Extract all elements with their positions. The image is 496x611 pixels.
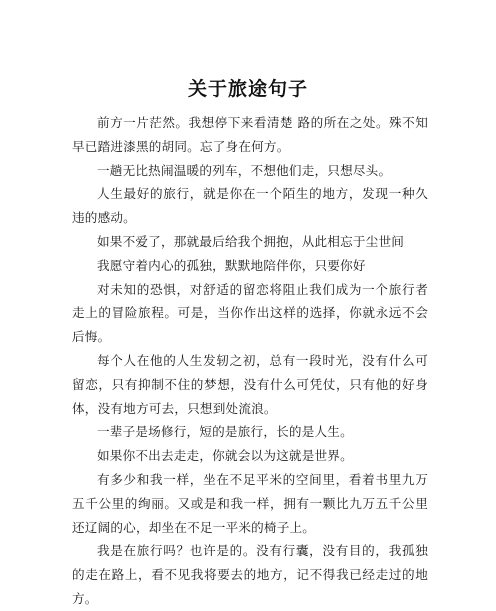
paragraph: 有多少和我一样，坐在不足平米的空间里，看着书里九万五千公里的绚丽。又或是和我一样，拥有一颗比九万五千公里还辽阔的心，却坐在不足一平米的椅子上。 [72,471,428,535]
paragraph: 一趟无比热闹温暖的列车，不想他们走，只想尽头。 [97,162,392,178]
paragraph: 如果不爱了，那就最后给我个拥抱，从此相忘于尘世间 [97,233,405,249]
document-title: 关于旅途句子 [187,78,308,100]
paragraph: 我是在旅行吗？也许是的。没有行囊，没有目的，我孤独的走在路上，看不见我将要去的地方，记不得我已经走过的地方。 [72,543,428,606]
paragraph: 前方一片茫然。我想停下来看清楚 路的所在之处。殊不知 早已踏进漆黑的胡同。忘了身在何方。 [72,115,428,154]
paragraph: 每个人在他的人生发轫之初，总有一段时光，没有什么可留恋，只有抑制不住的梦想，没有什么可凭仗，只有他的好身体，没有地方可去，只想到处流浪。 [72,352,428,416]
paragraph: 我愿守着内心的孤独，默默地陪伴你，只要你好 [97,257,366,273]
document-body [72,111,428,611]
paragraph: 人生最好的旅行，就是你在一个陌生的地方，发现一种久违的感动。 [72,186,428,226]
paragraph: 如果你不出去走走，你就会以为这就是世界。 [97,448,353,464]
paragraph: 对未知的恐惧，对舒适的留恋将阻止我们成为一个旅行者走上的冒险旅程。可是，当你作出这样的选择，你就永远不会后悔。 [72,281,428,345]
paragraph: 一辈子是场修行，短的是旅行，长的是人生。 [97,424,353,440]
